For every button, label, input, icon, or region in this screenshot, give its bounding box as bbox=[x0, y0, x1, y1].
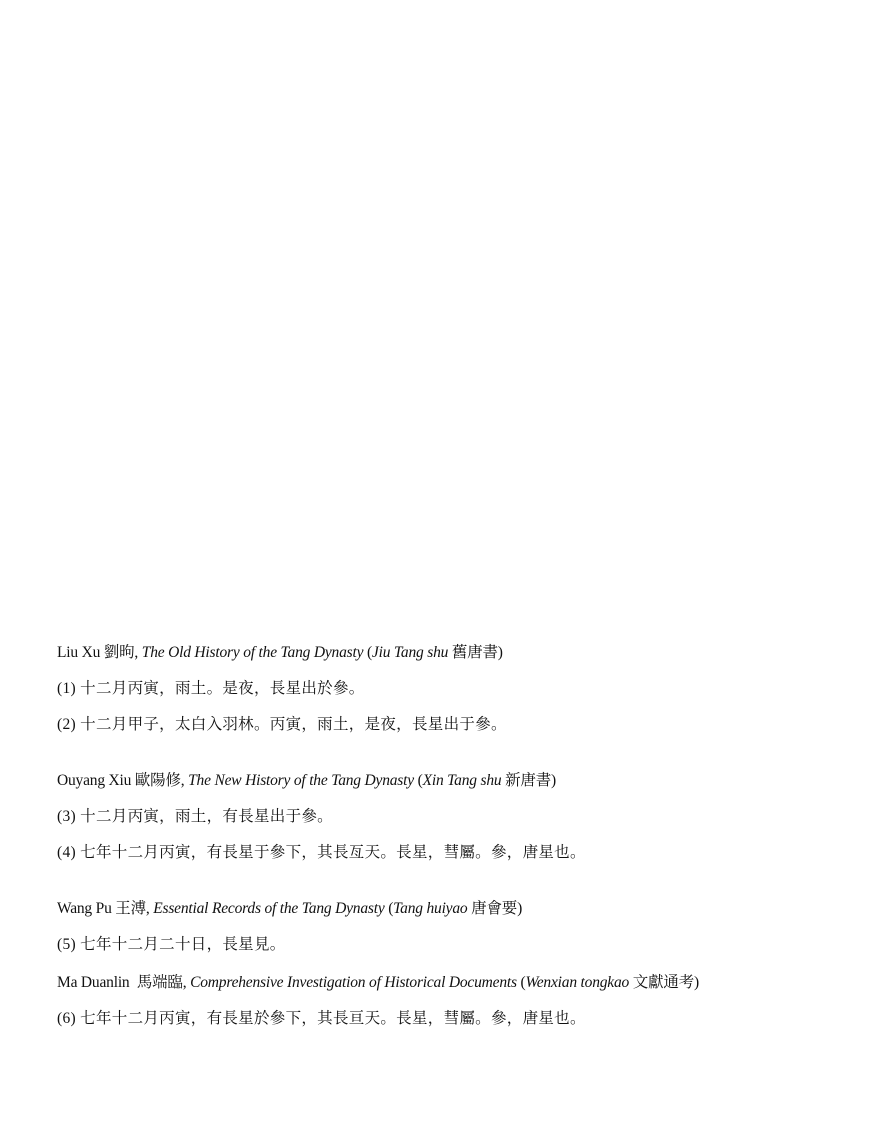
work-title: The New History of the Tang Dynasty bbox=[188, 772, 414, 789]
author-name: Wang Pu 王溥 bbox=[57, 900, 146, 917]
entry-text: 七年十二月二十日，長星見。 bbox=[80, 936, 286, 953]
work-transliteration: Xin Tang shu bbox=[422, 772, 502, 789]
work-transliteration: Tang huiyao bbox=[393, 900, 468, 917]
entry-text: 十二月丙寅，雨土，有長星出于參。 bbox=[80, 808, 333, 825]
author-name: Ma Duanlin 馬端臨 bbox=[57, 974, 183, 991]
source-citation-ma-duanlin: Ma Duanlin 馬端臨, Comprehensive Investigation of Historical Documents (Wenxian tongkao 文獻通考) bbox=[57, 974, 699, 991]
entry-text: 十二月丙寅，雨土。是夜，長星出於參。 bbox=[80, 680, 365, 697]
entry-3 bbox=[57, 806, 837, 828]
source-citation-ouyang-xiu: Ouyang Xiu 歐陽修, The New History of the Tang Dynasty (Xin Tang shu 新唐書) bbox=[57, 772, 556, 789]
source-citation-wang-pu: Wang Pu 王溥, Essential Records of the Tang Dynasty (Tang huiyao 唐會要) bbox=[57, 900, 523, 917]
entry-6 bbox=[57, 1008, 837, 1030]
entry-text: 七年十二月丙寅，有長星於參下，其長亘天。長星，彗屬。參，唐星也。 bbox=[80, 1010, 586, 1027]
work-chinese-title: 唐會要 bbox=[471, 900, 518, 917]
entry-number: (2) bbox=[57, 716, 76, 733]
source-list bbox=[57, 642, 837, 1030]
entry-text: 七年十二月丙寅，有長星于參下，其長亙天。長星，彗屬。參，唐星也。 bbox=[80, 844, 586, 861]
entry-number: (6) bbox=[57, 1010, 76, 1027]
author-name: Ouyang Xiu 歐陽修 bbox=[57, 772, 181, 789]
work-title: Comprehensive Investigation of Historical Documents bbox=[190, 974, 517, 991]
work-transliteration: Jiu Tang shu bbox=[371, 644, 449, 661]
work-chinese-title: 新唐書 bbox=[505, 772, 552, 789]
entry-5 bbox=[57, 934, 837, 956]
entry-1 bbox=[57, 678, 837, 700]
author-name: Liu Xu 劉昫 bbox=[57, 644, 135, 661]
work-transliteration: Wenxian tongkao bbox=[525, 974, 630, 991]
work-title: Essential Records of the Tang Dynasty bbox=[153, 900, 385, 917]
entry-text: 十二月甲子，太白入羽林。丙寅，雨土，是夜，長星出于參。 bbox=[80, 716, 507, 733]
entry-4 bbox=[57, 842, 837, 864]
entry-2 bbox=[57, 714, 837, 736]
entry-number: (3) bbox=[57, 808, 76, 825]
work-chinese-title: 舊唐書 bbox=[451, 644, 498, 661]
entry-number: (5) bbox=[57, 936, 76, 953]
entry-number: (1) bbox=[57, 680, 76, 697]
source-citation-liu-xu: Liu Xu 劉昫, The Old History of the Tang Dynasty (Jiu Tang shu 舊唐書) bbox=[57, 644, 503, 661]
work-chinese-title: 文獻通考 bbox=[632, 974, 694, 991]
entry-number: (4) bbox=[57, 844, 76, 861]
work-title: The Old History of the Tang Dynasty bbox=[141, 644, 364, 661]
